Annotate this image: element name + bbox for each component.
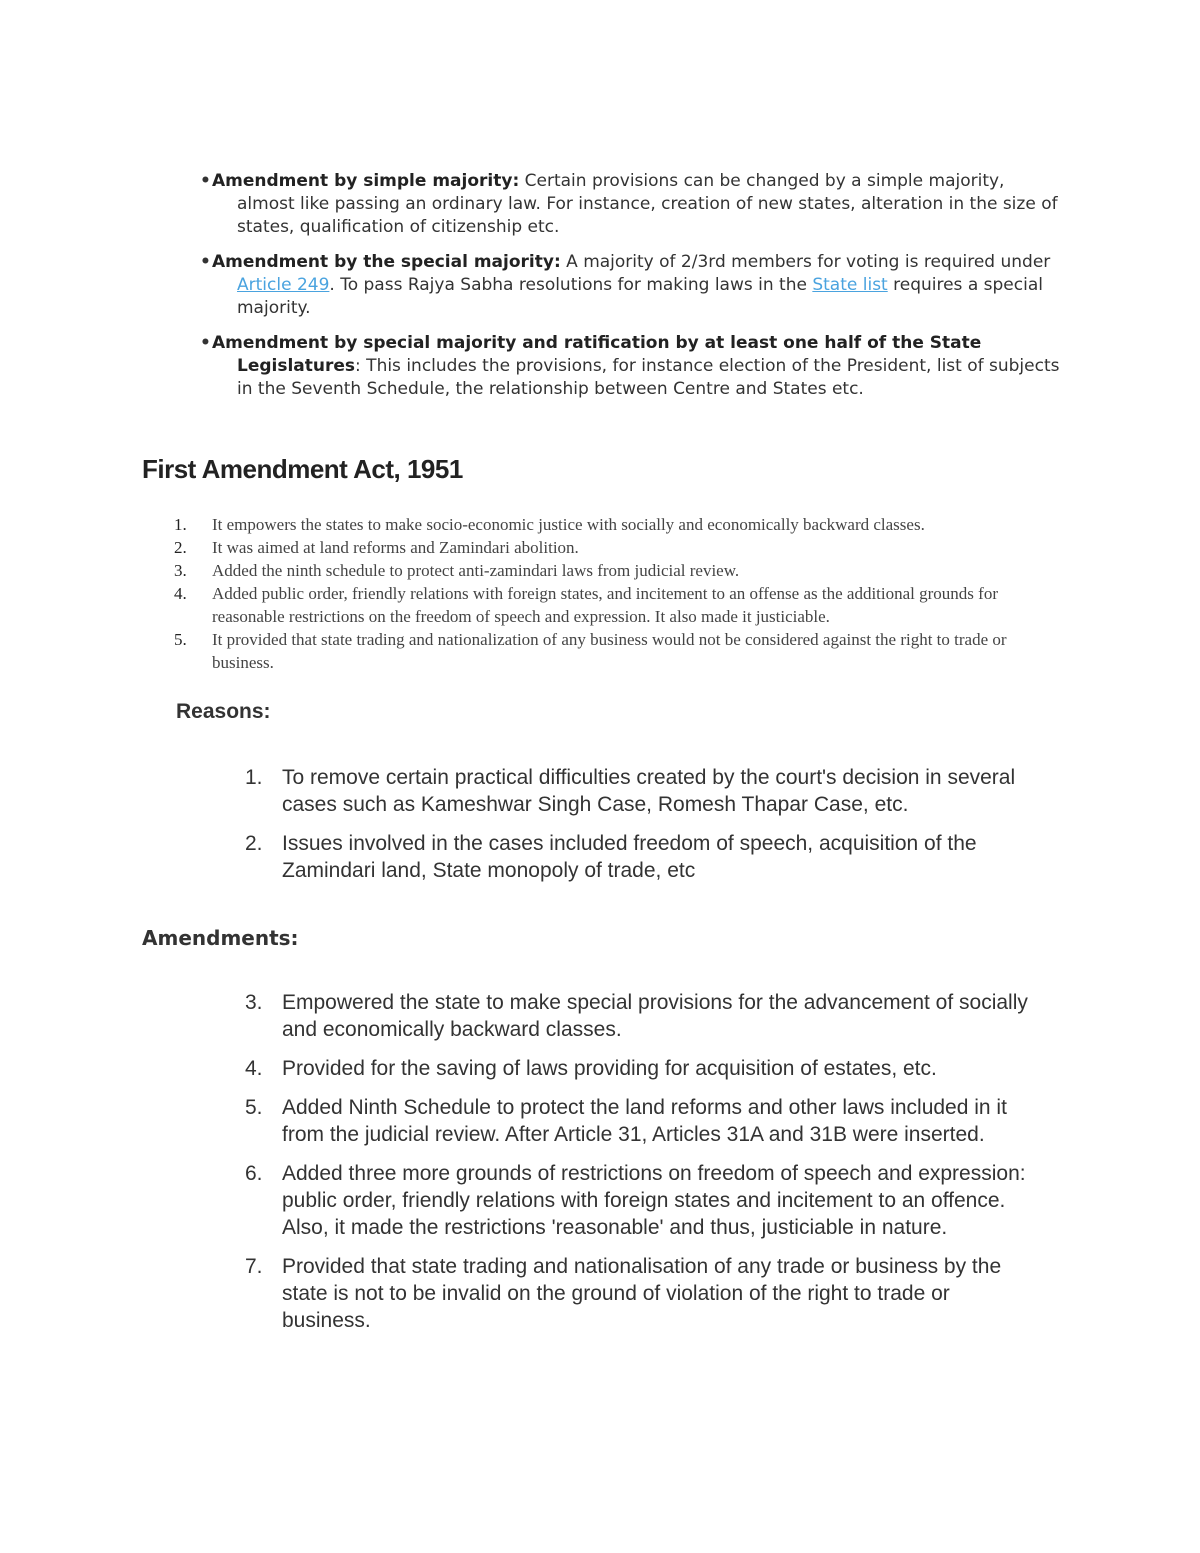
- bullet-icon: •: [200, 333, 211, 353]
- list-item: [240, 1055, 1040, 1082]
- list-text: Empowered the state to make special provisions for the advancement of socially and economically backward classes.: [282, 991, 1028, 1041]
- list-text: It empowers the states to make socio-economic justice with socially and economically backward classes.: [212, 515, 925, 534]
- bullet-text: [212, 170, 1060, 239]
- first-amendment-title: First Amendment Act, 1951: [142, 454, 463, 484]
- first-amendment-list: [170, 513, 1050, 674]
- list-item: [170, 536, 1050, 559]
- list-text: Provided for the saving of laws providing for acquisition of estates, etc.: [282, 1057, 937, 1080]
- list-number: 2.: [245, 832, 263, 855]
- bullet-icon: •: [200, 171, 211, 191]
- list-text: Added public order, friendly relations with foreign states, and incitement to an offense as the additional grounds for reasonable restrictions on the freedom of speech and expression. It also made it justiciable.: [212, 584, 998, 626]
- reasons-list: [240, 764, 1040, 896]
- list-item: [170, 513, 1050, 536]
- bullet-item-ratification: [200, 332, 1060, 401]
- bullet-body: . To pass Rajya Sabha resolutions for making laws in the: [329, 275, 813, 295]
- bullet-body: : This includes the provisions, for instance election of the President, list of subjects in the Seventh Schedule, the relationship between Centre and States etc.: [237, 356, 1060, 399]
- list-item: [240, 1094, 1040, 1148]
- list-number: 3.: [245, 991, 263, 1014]
- list-item: [240, 764, 1040, 818]
- list-item: [240, 1253, 1040, 1334]
- bullet-item-special-majority: [200, 251, 1060, 320]
- bullet-icon: •: [200, 252, 211, 272]
- amendments-list: [240, 989, 1040, 1346]
- bullet-text: [212, 332, 1060, 401]
- bullet-heading: Amendment by the special majority:: [212, 252, 561, 272]
- bullet-item-simple-majority: [200, 170, 1060, 239]
- list-number: 2.: [174, 538, 187, 557]
- list-text: Added three more grounds of restrictions on freedom of speech and expression: public order, friendly relations with foreign states and incitement to an offence. Also, it made the restrictions 'reasonable' and thus, justiciable in nature.: [282, 1162, 1026, 1239]
- list-text: To remove certain practical difficulties created by the court's decision in several cases such as Kameshwar Singh Case, Romesh Thapar Case, etc.: [282, 766, 1016, 816]
- list-number: 3.: [174, 561, 187, 580]
- amendments-title: Amendments:: [142, 926, 299, 950]
- list-text: Provided that state trading and nationalisation of any trade or business by the state is not to be invalid on the ground of violation of the right to trade or business.: [282, 1255, 1002, 1332]
- bullet-heading: Amendment by special majority and ratification by at least one half of the State Legislatures: [212, 333, 982, 376]
- list-text: It was aimed at land reforms and Zamindari abolition.: [212, 538, 579, 557]
- amendment-types-list: [200, 170, 1060, 413]
- state-list-link[interactable]: State list: [812, 275, 888, 295]
- list-number: 1.: [174, 515, 187, 534]
- list-number: 4.: [174, 584, 187, 603]
- list-text: It provided that state trading and nationalization of any business would not be considered against the right to trade or business.: [212, 630, 1007, 672]
- list-item: [170, 582, 1050, 628]
- bullet-body: requires a special majority.: [237, 275, 1043, 318]
- bullet-body: A majority of 2/3rd members for voting is required under: [560, 252, 1051, 272]
- list-number: 5.: [245, 1096, 263, 1119]
- list-number: 7.: [245, 1255, 263, 1278]
- list-item: [170, 628, 1050, 674]
- list-number: 1.: [245, 766, 263, 789]
- list-number: 5.: [174, 630, 187, 649]
- list-item: [240, 989, 1040, 1043]
- list-number: 6.: [245, 1162, 263, 1185]
- list-text: Added Ninth Schedule to protect the land reforms and other laws included in it from the judicial review. After Article 31, Articles 31A and 31B were inserted.: [282, 1096, 1007, 1146]
- list-item: [240, 830, 1040, 884]
- list-text: Issues involved in the cases included freedom of speech, acquisition of the Zamindari land, State monopoly of trade, etc: [282, 832, 977, 882]
- bullet-heading: Amendment by simple majority:: [212, 171, 520, 191]
- list-item: [240, 1160, 1040, 1241]
- bullet-body: Certain provisions can be changed by a simple majority, almost like passing an ordinary law. For instance, creation of new states, alteration in the size of states, qualification of citizenship etc.: [237, 171, 1058, 237]
- bullet-text: [212, 251, 1060, 320]
- list-item: [170, 559, 1050, 582]
- article-249-link[interactable]: Article 249: [237, 275, 330, 295]
- list-text: Added the ninth schedule to protect anti-zamindari laws from judicial review.: [212, 561, 740, 580]
- list-number: 4.: [245, 1057, 263, 1080]
- reasons-title: Reasons:: [176, 700, 271, 723]
